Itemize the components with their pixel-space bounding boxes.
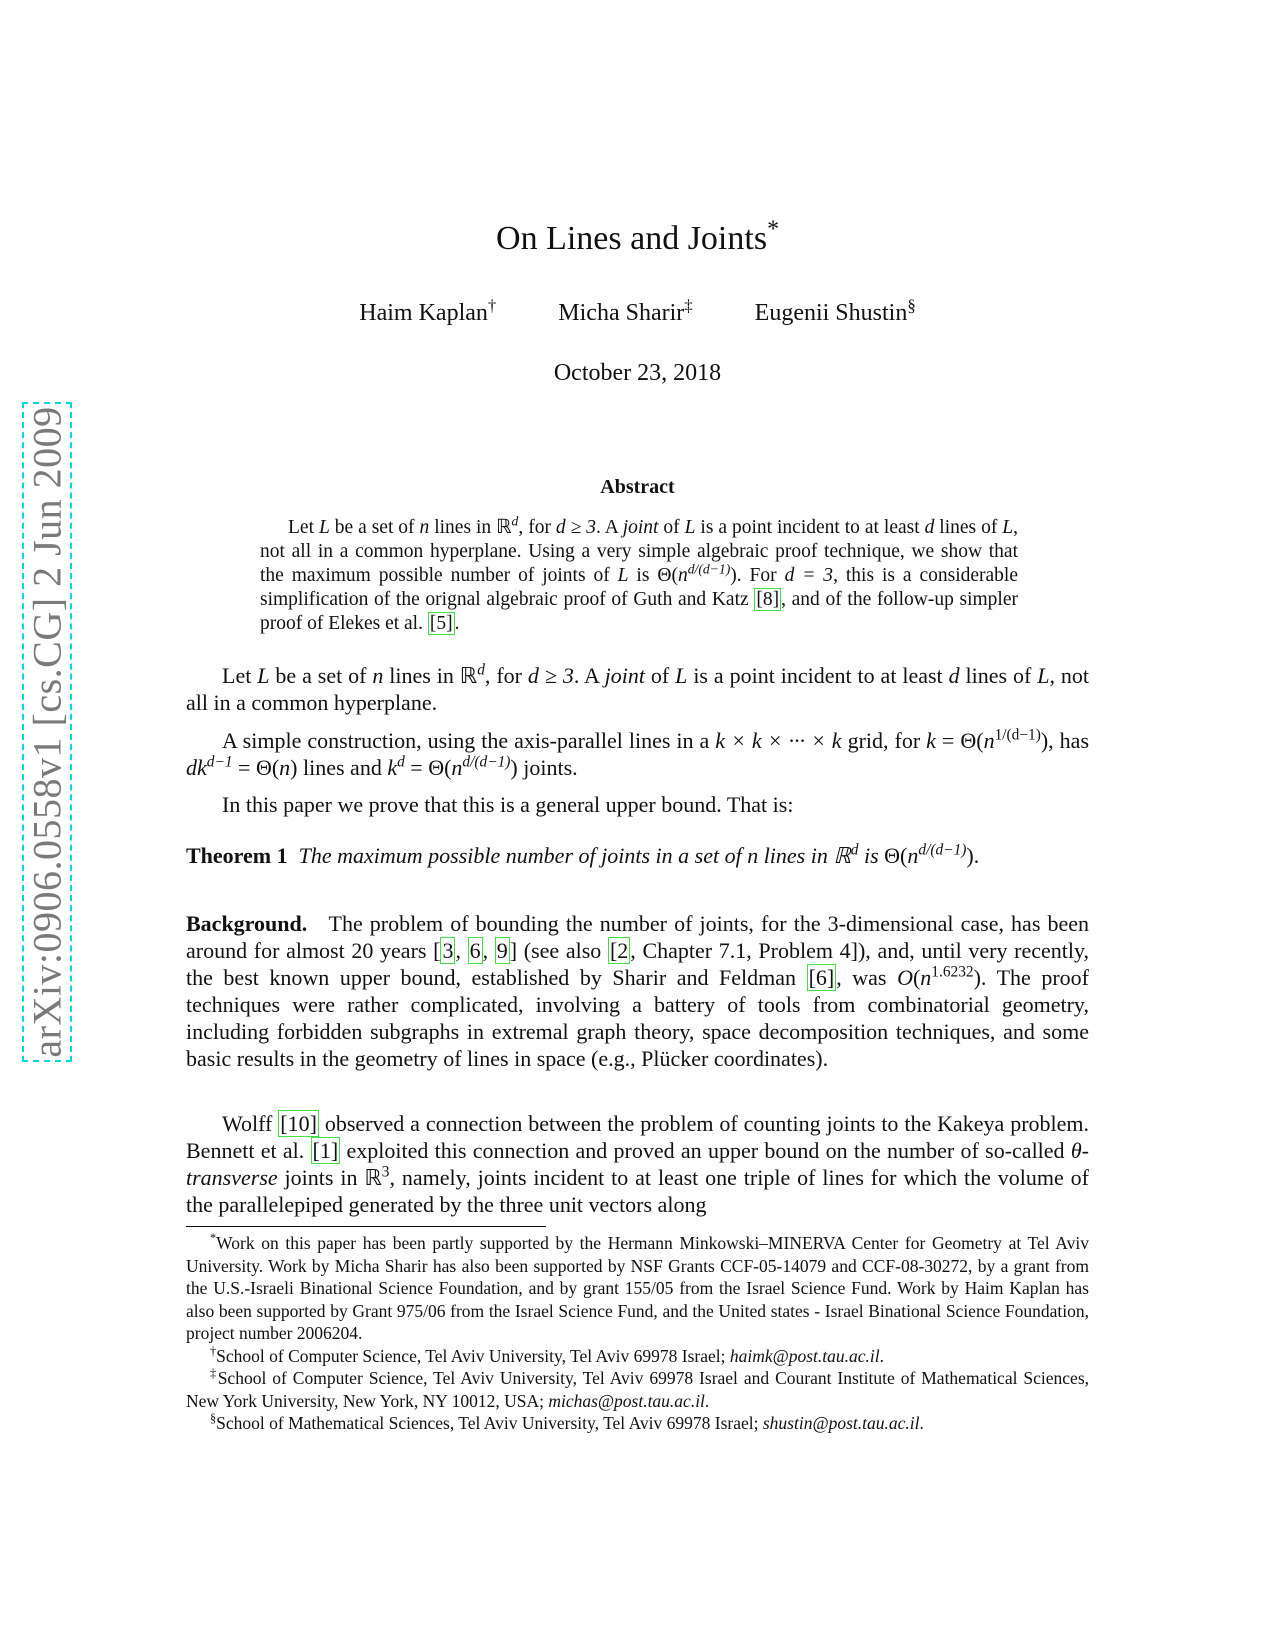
author [359, 296, 497, 327]
author-name: Eugenii Shustin [754, 300, 908, 326]
footnotes [186, 1232, 1089, 1435]
paper-title [0, 216, 1275, 258]
footnote-affiliation-kaplan: †School of Computer Science, Tel Aviv University, Tel Aviv 69978 Israel; haimk@post.tau.ac.il. [210, 1343, 885, 1366]
paragraph-claim: In this paper we prove that this is a general upper bound. That is: [222, 792, 794, 817]
footnote-funding: *Work on this paper has been partly supported by the Hermann Minkowski–MINERVA Center for Geometry at Tel Aviv University. Work by Micha Sharir has also been supported by NSF Grants CCF-05-14079 and CCF-08-30272, by a grant from the U.S.-Israeli Binational Science Foundation, and by grant 155/05 from the Israel Science Fund. Work by Haim Kaplan has also been supported by Grant 975/06 from the Israel Science Fund, and the United states - Israel Binational Science Foundation, project number 2006204. [186, 1231, 1089, 1343]
author-mark: ‡ [684, 296, 693, 315]
citation-link[interactable]: 3 [442, 938, 454, 963]
paper-date: October 23, 2018 [553, 360, 722, 386]
footnote-affiliation-shustin: §School of Mathematical Sciences, Tel Aviv University, Tel Aviv 69978 Israel; shustin@post.tau.ac.il. [210, 1411, 924, 1433]
email-link[interactable]: shustin@post.tau.ac.il [762, 1413, 920, 1433]
author-list [0, 296, 1275, 327]
author-mark: † [487, 296, 497, 315]
footnote-affiliation-sharir: ‡School of Computer Science, Tel Aviv University, Tel Aviv 69978 Israel and Courant Institute of Mathematical Sciences, New York University, New York, NY 10012, USA; michas@post.tau.ac.il. [186, 1366, 1089, 1411]
citation-link[interactable]: [1] [312, 1138, 339, 1163]
paragraph-wolff: Wolff [10] observed a connection between the problem of counting joints to the Kakeya problem. Bennett et al. [1] exploited this connection and proved an upper bound on the number of so-called θ-transverse joints in ℝ$^3$, namely, joints incident to at least one triple of lines for which the volume of the parallelepiped generated by the three unit vectors along [186, 1111, 1090, 1217]
title-footnote-mark: * [767, 216, 779, 243]
citation-link[interactable]: [10] [280, 1111, 317, 1136]
arxiv-stamp-link[interactable] [22, 402, 72, 1062]
citation-link[interactable]: 6 [469, 938, 481, 963]
author-name: Micha Sharir [558, 300, 685, 326]
abstract-heading: Abstract [600, 476, 675, 498]
citation-link[interactable]: [8] [756, 589, 780, 610]
email-link[interactable]: michas@post.tau.ac.il [548, 1390, 705, 1411]
theorem-label: Theorem 1 [186, 843, 288, 868]
author-mark: § [907, 296, 916, 315]
citation-link[interactable]: [6] [808, 965, 835, 990]
citation-link[interactable]: 9 [496, 938, 508, 963]
author [754, 296, 916, 327]
background-heading: Background. [186, 911, 308, 936]
author-name: Haim Kaplan [359, 300, 488, 326]
title-text: On Lines and Joints [496, 220, 768, 257]
arxiv-stamp-text: arXiv:0906.0558v1 [cs.CG] 2 Jun 2009 [24, 406, 70, 1058]
citation-link[interactable]: [5] [429, 613, 453, 634]
paragraph-construction: A simple construction, using the axis-parallel lines in a k × k × ··· × k grid, for $k = \Theta(n^{1/(d-1)})$, has $dk^{d-1} = \Theta(n)$ lines and $k^d = \Theta(n^{d/(d-1)})$ joints. [186, 726, 1090, 780]
paragraph-intro: Let L be a set of n lines in ℝ$^d$, for d ≥ 3. A joint of L is a point incident to at least d lines of L, not all in a common hyperplane. [186, 661, 1089, 715]
email-link[interactable]: haimk@post.tau.ac.il [729, 1345, 880, 1366]
abstract-body: Let L be a set of n lines in ℝ$^d$, for d ≥ 3. A joint of L is a point incident to at least d lines of L, not all in a common hyperplane. Using a very simple algebraic proof technique, we show that the maximum possible number of joints of L is $\Theta(n^{d/(d-1)})$. For d = 3, this is a considerable simplification of the orignal algebraic proof of Guth and Katz [8] , and of the follow-up simpler proof of Elekes et al. [5] . [260, 513, 1018, 634]
theorem-1: Theorem 1 The maximum possible number of joints in a set of n lines in ℝ$^d$ is $\Theta(n^{d/(d-1)})$. [186, 841, 980, 868]
citation-link[interactable]: [2 [609, 938, 629, 963]
footnote-rule [186, 1226, 546, 1227]
author [558, 296, 693, 327]
paragraph-background: Background. The problem of bounding the number of joints, for the 3-dimensional case, has been around for almost 20 years [3, 6, 9] (see also [2, Chapter 7.1, Problem 4]), and, until very recently, the best known upper bound, established by Sharir and Feldman [6], was $O(n^{1.6232})$. The proof techniques were rather complicated, involving a battery of tools from combinatorial geometry, including forbidden subgraphs in extremal graph theory, space decomposition techniques, and some basic results in the geometry of lines in space (e.g., Plücker coordinates). [186, 911, 1090, 1071]
